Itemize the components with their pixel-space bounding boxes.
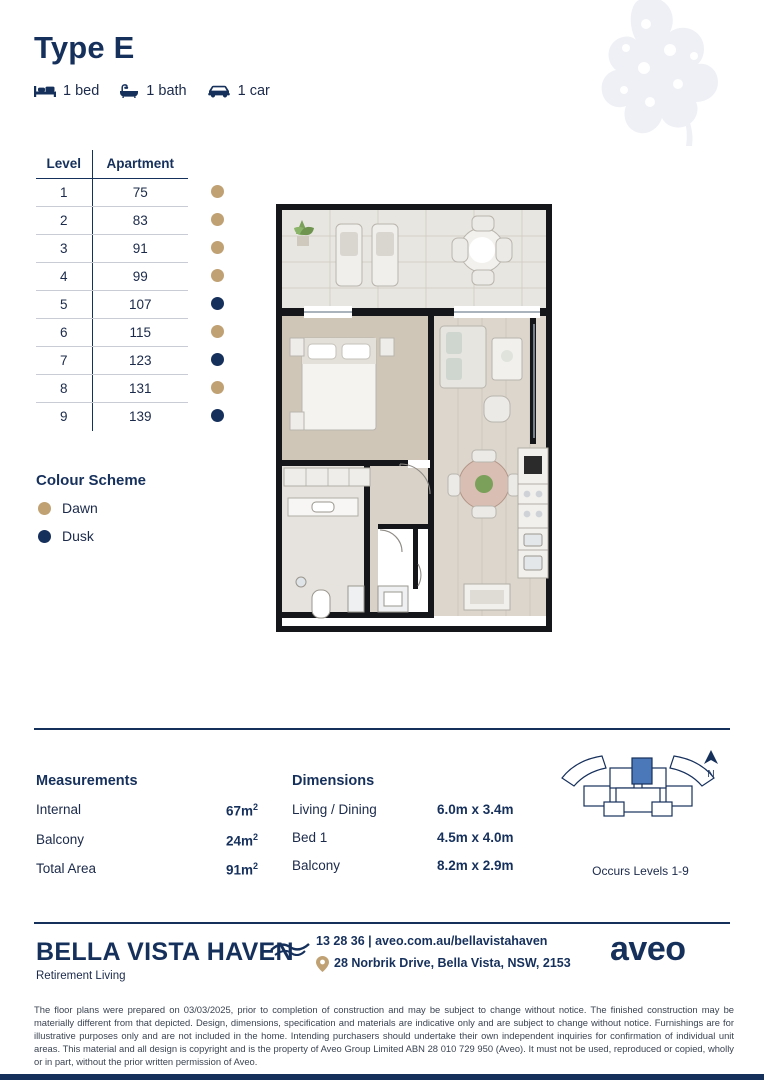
divider-footer <box>34 922 730 924</box>
cell-scheme <box>188 179 246 207</box>
scheme-swatch-icon <box>211 381 224 394</box>
cell-apartment: 115 <box>92 319 188 347</box>
dimension-value: 6.0m x 3.4m <box>437 802 514 817</box>
spec-car <box>207 83 270 99</box>
bottom-bar <box>0 1074 764 1080</box>
measurements-title: Measurements <box>36 773 138 789</box>
cell-level: 7 <box>36 347 92 375</box>
cell-level: 4 <box>36 263 92 291</box>
scheme-swatch-icon <box>211 325 224 338</box>
dimension-label: Balcony <box>292 858 341 873</box>
cell-scheme <box>188 263 246 291</box>
brand-tagline: Retirement Living <box>36 970 126 982</box>
table-row <box>36 347 246 375</box>
spec-bed-label: 1 bed <box>63 83 100 99</box>
bed-icon <box>34 84 56 98</box>
aveo-logo: aveo <box>610 930 686 968</box>
dimension-value: 4.5m x 4.0m <box>437 830 514 845</box>
north-arrow-icon <box>702 750 720 766</box>
measurement-label: Internal <box>36 802 82 817</box>
cell-scheme <box>188 375 246 403</box>
dimension-label: Bed 1 <box>292 830 328 845</box>
cell-scheme <box>188 291 246 319</box>
table-row <box>36 179 246 207</box>
cell-scheme <box>188 347 246 375</box>
measurement-value: $91m^2$ <box>226 861 259 878</box>
scheme-swatch-icon <box>211 241 224 254</box>
north-label: N <box>707 769 715 780</box>
colour-scheme-title: Colour Scheme <box>36 472 147 489</box>
cell-apartment: 99 <box>92 263 188 291</box>
table-row <box>36 319 246 347</box>
divider-top <box>34 728 730 730</box>
scheme-swatch-icon <box>211 353 224 366</box>
cell-scheme <box>188 207 246 235</box>
dimension-label: Living / Dining <box>292 802 377 817</box>
spec-bath <box>119 83 186 99</box>
colour-scheme-list <box>38 500 98 556</box>
unit-specs <box>34 83 270 99</box>
dusk-label: Dusk <box>62 528 94 544</box>
scheme-swatch-icon <box>211 213 224 226</box>
scheme-swatch-icon <box>211 409 224 422</box>
column-header-level: Level <box>36 150 92 179</box>
cell-level: 8 <box>36 375 92 403</box>
north-indicator <box>700 750 722 780</box>
bath-icon <box>119 84 139 98</box>
bird-watermark-icon <box>574 0 754 150</box>
table-row <box>36 235 246 263</box>
map-pin-icon <box>316 956 329 972</box>
dimension-row <box>292 858 542 873</box>
contact-address: 28 Norbrik Drive, Bella Vista, NSW, 2153 <box>334 956 571 970</box>
disclaimer-text: The floor plans were prepared on 03/03/2025, prior to completion of construction and may be subject to change without notice. The finished construction may be materially different from that depicted. Design, dimensions, specification and materials are indicative only and are subject to change without notice. Furnishings are for illustrative purposes only and are not included in the home. Intending purchasers should undertake their own independent inquiries for confirmation of individual unit areas. This material and all design is copyright and is the property of Aveo Group Limited ABN 28 010 729 950 (Aveo). It must not be used, reproduced or copied, wholly or in part, without the prior written permission of Aveo. <box>34 1004 734 1067</box>
cell-level: 3 <box>36 235 92 263</box>
dimension-row <box>292 830 542 845</box>
cell-level: 6 <box>36 319 92 347</box>
level-apartment-table <box>36 150 246 431</box>
measurement-value: $24m^2$ <box>226 831 259 848</box>
cell-apartment: 83 <box>92 207 188 235</box>
dusk-swatch-icon <box>38 530 51 543</box>
spec-car-label: 1 car <box>237 83 270 99</box>
contact-phone-web[interactable]: 13 28 36 | aveo.com.au/bellavistahaven <box>316 934 548 948</box>
cell-apartment: 75 <box>92 179 188 207</box>
table-row <box>36 263 246 291</box>
scheme-swatch-icon <box>211 185 224 198</box>
dimension-value: 8.2m x 2.9m <box>437 858 514 873</box>
cell-scheme <box>188 403 246 431</box>
dimensions-title: Dimensions <box>292 773 375 789</box>
cell-apartment: 139 <box>128 409 152 425</box>
dawn-label: Dawn <box>62 500 98 516</box>
measurement-row <box>36 861 266 878</box>
cell-level: 9 <box>36 403 92 431</box>
key-plan-caption: Occurs Levels 1-9 <box>592 864 689 878</box>
table-row <box>36 375 246 403</box>
spec-bed <box>34 83 99 99</box>
column-header-apartment: Apartment <box>92 150 188 179</box>
wave-logo-icon <box>270 938 310 956</box>
cell-apartment: 131 <box>92 375 188 403</box>
cell-apartment: 107 <box>92 291 188 319</box>
measurement-row <box>36 802 266 819</box>
table-row <box>36 207 246 235</box>
scheme-swatch-icon <box>211 269 224 282</box>
brand-name: BELLA VISTA HAVEN <box>36 938 294 966</box>
car-icon <box>207 84 231 98</box>
cell-scheme <box>188 235 246 263</box>
measurements-list <box>36 802 266 891</box>
measurement-row <box>36 832 266 849</box>
key-plan-diagram <box>558 752 718 822</box>
dimension-row <box>292 802 542 817</box>
colour-scheme-dusk <box>38 528 98 544</box>
table-row <box>36 403 246 431</box>
measurement-label: Total Area <box>36 861 97 876</box>
cell-level: 2 <box>36 207 92 235</box>
table-row <box>36 291 246 319</box>
cell-apartment: 123 <box>92 347 188 375</box>
scheme-swatch-icon <box>211 297 224 310</box>
floorplan-drawing <box>268 198 560 638</box>
column-header-scheme <box>188 150 246 179</box>
page-title: Type E <box>34 30 135 65</box>
measurement-label: Balcony <box>36 831 85 847</box>
key-plan-highlight <box>632 758 652 784</box>
measurement-value: $67m^2$ <box>226 802 259 819</box>
dawn-swatch-icon <box>38 502 51 515</box>
spec-bath-label: 1 bath <box>146 83 187 99</box>
cell-apartment: 91 <box>92 235 188 263</box>
table-header-row <box>36 150 246 179</box>
colour-scheme-dawn <box>38 500 98 516</box>
cell-scheme <box>188 319 246 347</box>
cell-level: 1 <box>36 179 92 207</box>
dimensions-list <box>292 802 542 886</box>
cell-level: 5 <box>36 291 92 319</box>
